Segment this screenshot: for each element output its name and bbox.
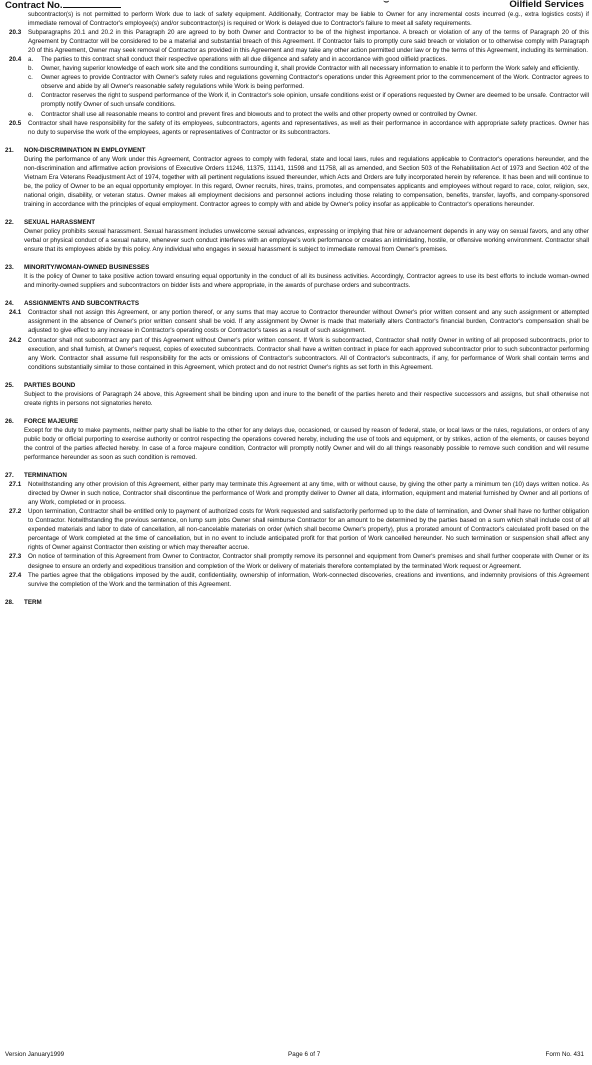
section-22 (5, 218, 589, 254)
clause-20-3 (5, 28, 589, 55)
clause-27-4 (5, 571, 589, 589)
clause-number: 27.3 (9, 553, 22, 561)
section-heading: 22. SEXUAL HARASSMENT (5, 218, 96, 226)
item-text: The parties to this contract shall conduct their respective operations with all due diligence and safety and in accordance with good oilfield practices. (41, 56, 448, 64)
item-text: Owner agrees to provide Contractor with Owner's safety rules and regulations governing Contractor's operations under this Agreement prior to the commencement of the Work. Contractor agrees to observe and abide by all Owner's reasonable safety regulations while Work is being performed. (41, 74, 589, 91)
clause-27-1 (5, 480, 589, 507)
form-number: Form No. 431 (545, 1051, 584, 1058)
clause-number: 20.3 (9, 29, 22, 37)
list-item (28, 73, 589, 91)
company-name: Oilfield Services (509, 0, 584, 10)
list-item (28, 91, 589, 109)
clause-number: 27.4 (9, 571, 22, 579)
section-heading: 26. FORCE MAJEURE (5, 417, 79, 425)
section-text: During the performance of any Work under this Agreement, Contractor agrees to comply with federal, state and local laws, rules and regulations applicable to Contractor's operations hereunder, and the non-discrimination and affirmative action provisions of Executive Orders 11246, 11375, 11141, 11598 and 11758, all as amended, and Section 503 of the Rehabilitation Act of 1973 and Section 402 of the Vietnam Era Veterans Readjustment Act of 1974, together with all pertinent regulations issued thereunder, which Acts and Orders are fully incorporated herein by reference. It has been and will continue to be, the policy of Owner to be an equal opportunity employer. In this regard, Owner recruits, hires, trains, promotes, and compensates applicants and employees without regard to race, color, religion, sex, national origin, disability, or veteran status. Owner makes all employment decisions and personnel actions including those relating to compensation, benefits, transfer, layoffs, and company-sponsored training in accordance with the principles of equal employment. Contractor agrees to comply with and abide by Owner's policy insofar as applicable to Contractor's operations hereunder. (24, 155, 589, 208)
clause-20-2-continued (5, 10, 589, 28)
clause-text: Contractor shall have responsibility for the safety of its employees, subcontractors, agents and representatives, as well as their performance in accordance with appropriate safety practices. Owner has no duty to supervise the work of the employees, agents or representatives of Contractor or its subcontractors. (28, 119, 589, 136)
clause-text: Contractor shall not subcontract any part of this Agreement without Owner's prior written consent. If Work is subcontracted, Contractor shall notify Owner in writing of all proposed subcontracts, prior to execution, and shall furnish, at Owner's request, copies of executed subcontracts. Contractor shall have a written contract in place for each approved subcontractor prior to such subcontractor performing any Work. Contractor shall assume full responsibility for the acts or omissions of Contractor's subcontractors. All of Contractor's subcontracts, if any, for performance of Work shall contain terms and conditions substantially similar to those contained in this Agreement, which protect and do not restrict Owner's rights as set forth in this Agreement. (28, 336, 589, 371)
item-text: Owner, having superior knowledge of each work site and the conditions surrounding it, shall provide Contractor with all necessary information to enable it to perform the Work safely and efficiently. (41, 65, 580, 73)
clause-27-3 (5, 552, 589, 570)
item-letter: c. (28, 74, 33, 82)
section-text: Subject to the provisions of Paragraph 24 above, this Agreement shall be binding upon and inure to the benefit of the parties hereto and their respective successors and assigns, but shall otherwise not create rights in persons not signatories hereto. (24, 390, 589, 407)
clause-number: 20.4 (9, 56, 22, 64)
list-item (28, 110, 589, 119)
clause-number: 24.1 (9, 309, 22, 317)
clause-24-2 (5, 336, 589, 372)
section-text: Owner policy prohibits sexual harassment. Sexual harassment includes unwelcome sexual advances, expressing or implying that hire or advancement depends in any way on sexual favors, and any other verbal or physical conduct of a sexual nature, whenever such conduct interferes with an employee's work performance or creates an intimidating, hostile, or offensive working environment. Contractor shall ensure that its employees abide by this policy. Any individual who engages in sexual harassment is subject to immediate removal from Owner's premises. (24, 228, 589, 254)
section-23 (5, 263, 589, 290)
contract-number-label: Contract No. (5, 0, 121, 11)
section-21 (5, 146, 589, 209)
item-letter: e. (28, 110, 34, 118)
item-letter: a. (28, 56, 34, 64)
clause-text: Subparagraphs 20.1 and 20.2 in this Paragraph 20 are agreed to by both Owner and Contractor to be of the highest importance. A breach or violation of any of the terms of Paragraph 20 of this Agreement by Contractor will be considered to be a material and substantial breach of this Agreement. If Contractor fails to promptly cure said breach or violation or to otherwise comply with Paragraph 20 of this Agreement, Owner may seek removal of Contractor as provided in this Agreement and may take any other action permitted under law or by the terms of this Agreement, including its termination. (28, 29, 589, 55)
list-item (28, 55, 589, 64)
clause-24-1 (5, 308, 589, 335)
clause-number: 27.1 (9, 481, 22, 489)
section-heading: 24. ASSIGNMENTS AND SUBCONTRACTS (5, 300, 140, 308)
version-label: Version January1999 (5, 1051, 65, 1058)
clause-20-5 (5, 119, 589, 137)
page-number: Page 6 of 7 (288, 1051, 321, 1058)
clause-text: Contractor shall not assign this Agreement, or any portion thereof, or any sums that may accrue to Contractor thereunder without Owner's prior written consent and any such assignment or attempted assignment in the absence of Owner's prior written consent shall be void. If any assignment by Owner is made that materially alters Contractor's financial burden, Contractor's compensation shall be adjusted to give effect to any increase in Contractor's operating costs or Contractor's taxes as a result of such assignment. (28, 309, 589, 335)
section-28 (5, 598, 589, 607)
section-24 (5, 299, 589, 371)
list-item (28, 64, 589, 73)
clause-text: Notwithstanding any other provision of this Agreement, either party may terminate this Agreement at any time, with or without cause, by giving the other party a minimum ten (10) days written notice. As directed by Owner in such notice, Contractor shall discontinue the performance of Work and promptly deliver to Owner all data, information, equipment and material furnished by Owner and all portions of any Work, completed or in process. (28, 481, 589, 507)
section-27 (5, 471, 589, 589)
item-text: Contractor reserves the right to suspend performance of the Work if, in Contractor's sole opinion, unsafe conditions exist or if operations requested by Owner are deemed to be unsafe. Contractor will promptly notify Owner of such unsafe conditions. (41, 92, 589, 109)
clause-text: The parties agree that the obligations imposed by the audit, confidentiality, ownership of information, Work-connected discoveries, creations and inventions, and indemnity provisions of this Agreement survive the completion of the Work and the termination of this Agreement. (28, 571, 589, 588)
contract-body (5, 10, 589, 607)
clause-20-4 (5, 55, 589, 118)
section-heading: 21. NON-DISCRIMINATION IN EMPLOYMENT (5, 146, 146, 154)
item-letter: d. (28, 92, 34, 100)
section-heading: 25. PARTIES BOUND (5, 381, 76, 389)
section-26 (5, 417, 589, 462)
contract-number-blank (63, 0, 121, 8)
clause-text: subcontractor(s) is not permitted to perform Work due to lack of safety equipment. Additionally, Contractor may be liable to Owner for any incremental costs incurred (e.g., extra logistics costs) if immediate removal of Contractor's employee(s) and/or subcontractor(s) is required or Work is delayed due to Contractor's failure to meet all safety requirements. (28, 11, 589, 28)
section-25 (5, 381, 589, 408)
clause-number: 27.2 (9, 508, 22, 516)
clause-27-2 (5, 507, 589, 552)
handwritten-mark: ⌣ (383, 0, 390, 7)
page-footer (5, 1051, 584, 1061)
section-text: It is the policy of Owner to take positive action toward ensuring equal opportunity in the conduct of all its business activities. Accordingly, Contractor agrees to use its best efforts to include woman-owned and minority-owned suppliers and subcontractors on bidder lists and where appropriate, in the awards of purchase orders and subcontracts. (24, 273, 589, 290)
item-text: Contractor shall use all reasonable means to control and prevent fires and blowouts and to protect the wells and other property owned or controlled by Owner. (41, 110, 478, 118)
section-heading: 27. TERMINATION (5, 472, 67, 480)
section-heading: 23. MINORITY/WOMAN-OWNED BUSINESSES (5, 264, 150, 272)
item-letter: b. (28, 65, 34, 73)
clause-text: On notice of termination of this Agreement from Owner to Contractor, Contractor shall promptly remove its personnel and equipment from Owner's premises and shall further cooperate with Owner or its designee to ensure an orderly and expeditious transition and completion of the Work or delivery of materials therefore contemplated by the terminated Work request or Agreement. (28, 553, 589, 570)
clause-text: Upon termination, Contractor shall be entitled only to payment of authorized costs for Work requested and satisfactorily performed up to the date of termination, and Owner shall have no further obligation to Contractor. Notwithstanding the previous sentence, on lump sum jobs Owner shall reimburse Contractor for an amount to be determined by the parties based on a sum which shall include cost of all expended materials and labor to date of cancellation, all non-cancelable materials on order (which shall become Owner's property), plus a prorated amount of Contractor's calculated profit based on the percentage of Work completed at the time of cancellation, but in no event to include anticipated profit for that portion of Work cancelled hereunder. No such termination or suspension shall affect any rights of Owner against Contractor then existing or which may thereafter accrue. (28, 508, 589, 552)
section-text: Except for the duty to make payments, neither party shall be liable to the other for any delays due, occasioned, or caused by reason of federal, state, or local laws or the rules, regulations, or orders of any public body or official purporting to exercise authority or control respecting the operations covered hereby, including the use of tools and equipment, or by strikes, action of the elements, or causes beyond the control of the parties affected hereby. In case of a force majeure condition, Contractor will promptly notify Owner and will do all things reasonably possible to remove such condition and will resume performance hereunder as soon as such condition is removed. (24, 426, 589, 462)
clause-number: 20.5 (9, 119, 22, 127)
section-heading: 28. TERM (5, 598, 42, 606)
clause-number: 24.2 (9, 336, 22, 344)
